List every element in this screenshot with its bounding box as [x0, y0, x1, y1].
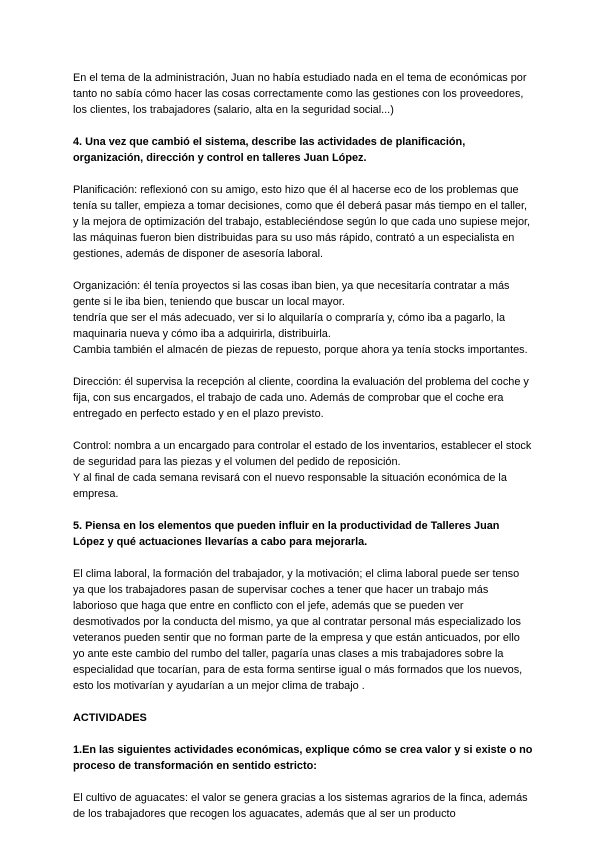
organizacion-paragraph-3: Cambia también el almacén de piezas de repuesto, porque ahora ya tenía stocks importantes. [73, 344, 528, 356]
question-5-heading: 5. Piensa en los elementos que pueden influir en la productividad de Talleres Juan López y qué actuaciones llevarías a cabo para mejorarla. [73, 520, 500, 548]
actividades-heading: ACTIVIDADES [73, 712, 147, 724]
question-5-answer: El clima laboral, la formación del trabajador, y la motivación; el clima laboral puede ser tenso ya que los trabajadores pasan de supervisar coches a tener que hacer un trabajo más laborioso que haga que entre en conflicto con el jefe, además que se pueden ver desmotivados por la conducta del mismo, ya que al contratar personal más especializado los veteranos pueden sentir que no forman parte de la empresa y que están anticuados, por ello yo ante este cambio del rumbo del taller, pagaría unas clases a mis trabajadores sobre la especialidad que tocarían, para de esta forma sentirse igual o más formados que los nuevos, esto los motivarían y ayudarían a un mejor clima de trabajo . [73, 568, 523, 692]
planificacion-paragraph: Planificación: reflexionó con su amigo, esto hizo que él al hacerse eco de los problemas que tenía su taller, empieza a tomar decisiones, como que él deberá pasar más tiempo en el taller, y la mejora de optimización del trabajo, estableciéndose según lo que cada uno supiese mejor, las máquinas fueron bien distribuidas para su uso más rápido, contrató a un especialista en gestiones, además de disponer de asesoría laboral. [73, 184, 531, 260]
intro-paragraph: En el tema de la administración, Juan no había estudiado nada en el tema de económicas por tanto no sabía cómo hacer las cosas correctamente como las gestiones con los proveedores, los clientes, los trabajadores (salario, alta en la seguridad social...) [73, 72, 527, 116]
activity-1-answer: El cultivo de aguacates: el valor se genera gracias a los sistemas agrarios de la finca, además de los trabajadores que recogen los aguacates, además que al ser un producto [73, 792, 528, 820]
question-4-heading: 4. Una vez que cambió el sistema, describe las actividades de planificación, organización, dirección y control en talleres Juan López. [73, 136, 466, 164]
control-paragraph-1: Control: nombra a un encargado para controlar el estado de los inventarios, establecer el stock de seguridad para las piezas y el volumen del pedido de reposición. [73, 440, 532, 468]
organizacion-paragraph-2: tendría que ser el más adecuado, ver si lo alquilaría o compraría y, cómo iba a pagarlo, la maquinaria nueva y cómo iba a adquirirla, distribuirla. [73, 312, 506, 340]
direccion-paragraph: Dirección: él supervisa la recepción al cliente, coordina la evaluación del problema del coche y fija, con sus encargados, el trabajo de cada uno. Además de comprobar que el coche era entregado en perfecto estado y en el plazo previsto. [73, 376, 529, 420]
activity-1-heading: 1.En las siguientes actividades económicas, explique cómo se crea valor y si existe o no proceso de transformación en sentido estricto: [73, 744, 533, 772]
control-paragraph-2: Y al final de cada semana revisará con el nuevo responsable la situación económica de la empresa. [73, 472, 507, 500]
document-body [73, 70, 533, 822]
organizacion-paragraph-1: Organización: él tenía proyectos si las cosas iban bien, ya que necesitaría contratar a más gente si le iba bien, teniendo que buscar un local mayor. [73, 280, 510, 308]
